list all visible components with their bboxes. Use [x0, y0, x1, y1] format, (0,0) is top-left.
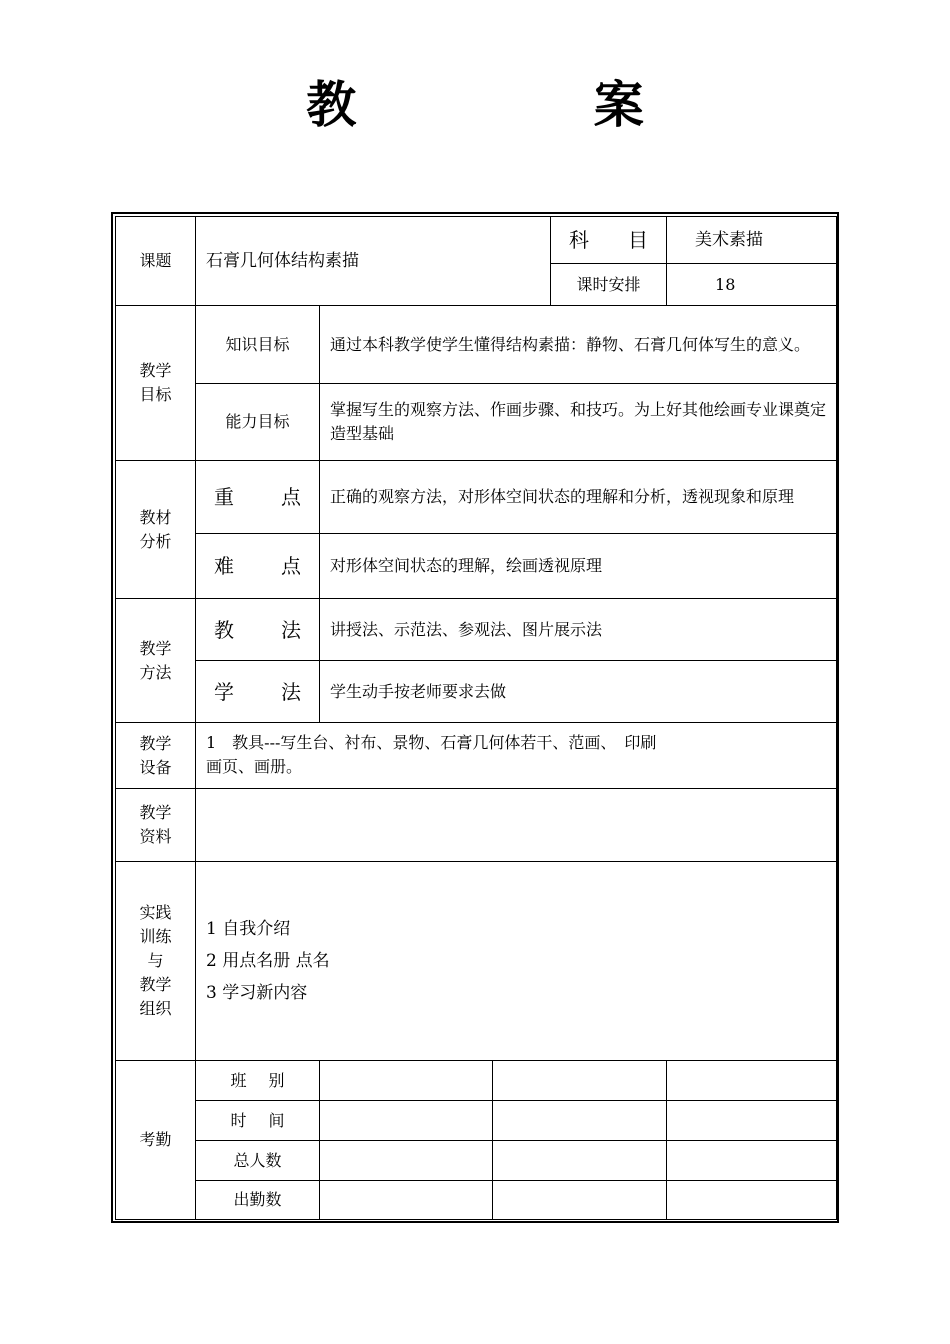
- attendance-label: 考勤: [116, 1061, 196, 1220]
- attendance-cell: [320, 1061, 493, 1101]
- learning-method-a: 学: [214, 679, 234, 704]
- practice-label-line-5: 组织: [139, 999, 172, 1018]
- practice-item: 1 自我介绍: [206, 919, 291, 939]
- practice-label-line-2: 训练: [139, 927, 172, 946]
- equipment-label-1: 教学: [139, 733, 172, 753]
- key-point-text: 正确的观察方法，对形体空间状态的理解和分析，透视现象和原理: [320, 461, 837, 534]
- attendance-cell: [493, 1101, 667, 1141]
- teaching-method-label: [196, 599, 320, 661]
- attendance-cell: [667, 1141, 837, 1181]
- objectives-label-1: 教学: [139, 361, 172, 380]
- ability-text: 掌握写生的观察方法、作画步骤、和技巧。为上好其他绘画专业课奠定造型基础: [320, 384, 837, 461]
- methods-label: [116, 599, 196, 723]
- attendance-cell: [667, 1181, 837, 1220]
- practice-label-line-3: 与: [147, 951, 164, 970]
- key-point-b: 点: [281, 485, 301, 509]
- practice-content: [196, 862, 837, 1061]
- practice-label: [116, 862, 196, 1061]
- attendance-row-total: 总人数: [196, 1141, 320, 1181]
- teaching-method-a: 教: [214, 617, 234, 642]
- teaching-method-b: 法: [281, 617, 301, 642]
- key-point-a: 重: [214, 485, 234, 509]
- subject-label-a: 科: [569, 228, 590, 252]
- materials-text: [196, 789, 837, 862]
- equipment-line-1: 1 教具---写生台、衬布、景物、石膏几何体若干、范画、 印刷: [206, 733, 657, 752]
- lesson-plan-table: [115, 216, 837, 1220]
- attendance-time-a: 时: [230, 1110, 247, 1130]
- ability-label: 能力目标: [196, 384, 320, 461]
- analysis-label: [116, 461, 196, 599]
- attendance-class-a: 班: [230, 1070, 247, 1090]
- hours-value: 18: [667, 264, 837, 306]
- difficulty-label: [196, 534, 320, 599]
- subject-label: [551, 217, 667, 264]
- knowledge-label: 知识目标: [196, 306, 320, 384]
- difficulty-a: 难: [214, 554, 234, 578]
- practice-item: 3 学习新内容: [206, 983, 308, 1003]
- key-point-label: [196, 461, 320, 534]
- subject-value: 美术素描: [667, 217, 837, 264]
- equipment-line-2: 画页、画册。: [206, 757, 303, 776]
- attendance-cell: [320, 1181, 493, 1220]
- attendance-time-b: 间: [268, 1110, 285, 1130]
- attendance-cell: [493, 1181, 667, 1220]
- methods-label-2: 方法: [139, 662, 172, 682]
- lesson-title-value: 石膏几何体结构素描: [196, 217, 551, 306]
- document-title: 教 案: [306, 75, 754, 134]
- learning-method-b: 法: [281, 679, 301, 704]
- methods-label-1: 教学: [139, 638, 172, 658]
- learning-method-label: [196, 661, 320, 723]
- analysis-label-1: 教材: [139, 507, 172, 527]
- lesson-label: 课题: [116, 217, 196, 306]
- equipment-text: [196, 723, 837, 789]
- attendance-row-time: [196, 1101, 320, 1141]
- analysis-label-2: 分析: [139, 531, 172, 551]
- attendance-cell: [320, 1101, 493, 1141]
- objectives-label: [116, 306, 196, 461]
- attendance-cell: [493, 1141, 667, 1181]
- attendance-cell: [667, 1101, 837, 1141]
- equipment-label: [116, 723, 196, 789]
- learning-method-text: 学生动手按老师要求去做: [320, 661, 837, 723]
- practice-label-line-4: 教学: [139, 975, 172, 994]
- practice-item: 2 用点名册 点名: [206, 951, 330, 971]
- hours-label: 课时安排: [551, 264, 667, 306]
- attendance-cell: [493, 1061, 667, 1101]
- materials-label: [116, 789, 196, 862]
- materials-label-1: 教学: [139, 803, 172, 822]
- attendance-class-b: 别: [268, 1070, 285, 1090]
- attendance-row-class: [196, 1061, 320, 1101]
- attendance-cell: [667, 1061, 837, 1101]
- objectives-label-2: 目标: [139, 385, 172, 404]
- difficulty-text: 对形体空间状态的理解，绘画透视原理: [320, 534, 837, 599]
- subject-label-b: 目: [628, 228, 649, 252]
- knowledge-text: 通过本科教学使学生懂得结构素描：静物、石膏几何体写生的意义。: [320, 306, 837, 384]
- equipment-label-2: 设备: [139, 757, 172, 777]
- practice-label-line-1: 实践: [139, 903, 172, 922]
- teaching-method-text: 讲授法、示范法、参观法、图片展示法: [320, 599, 837, 661]
- attendance-row-present: 出勤数: [196, 1181, 320, 1220]
- difficulty-b: 点: [281, 554, 301, 578]
- materials-label-2: 资料: [139, 827, 172, 846]
- attendance-cell: [320, 1141, 493, 1181]
